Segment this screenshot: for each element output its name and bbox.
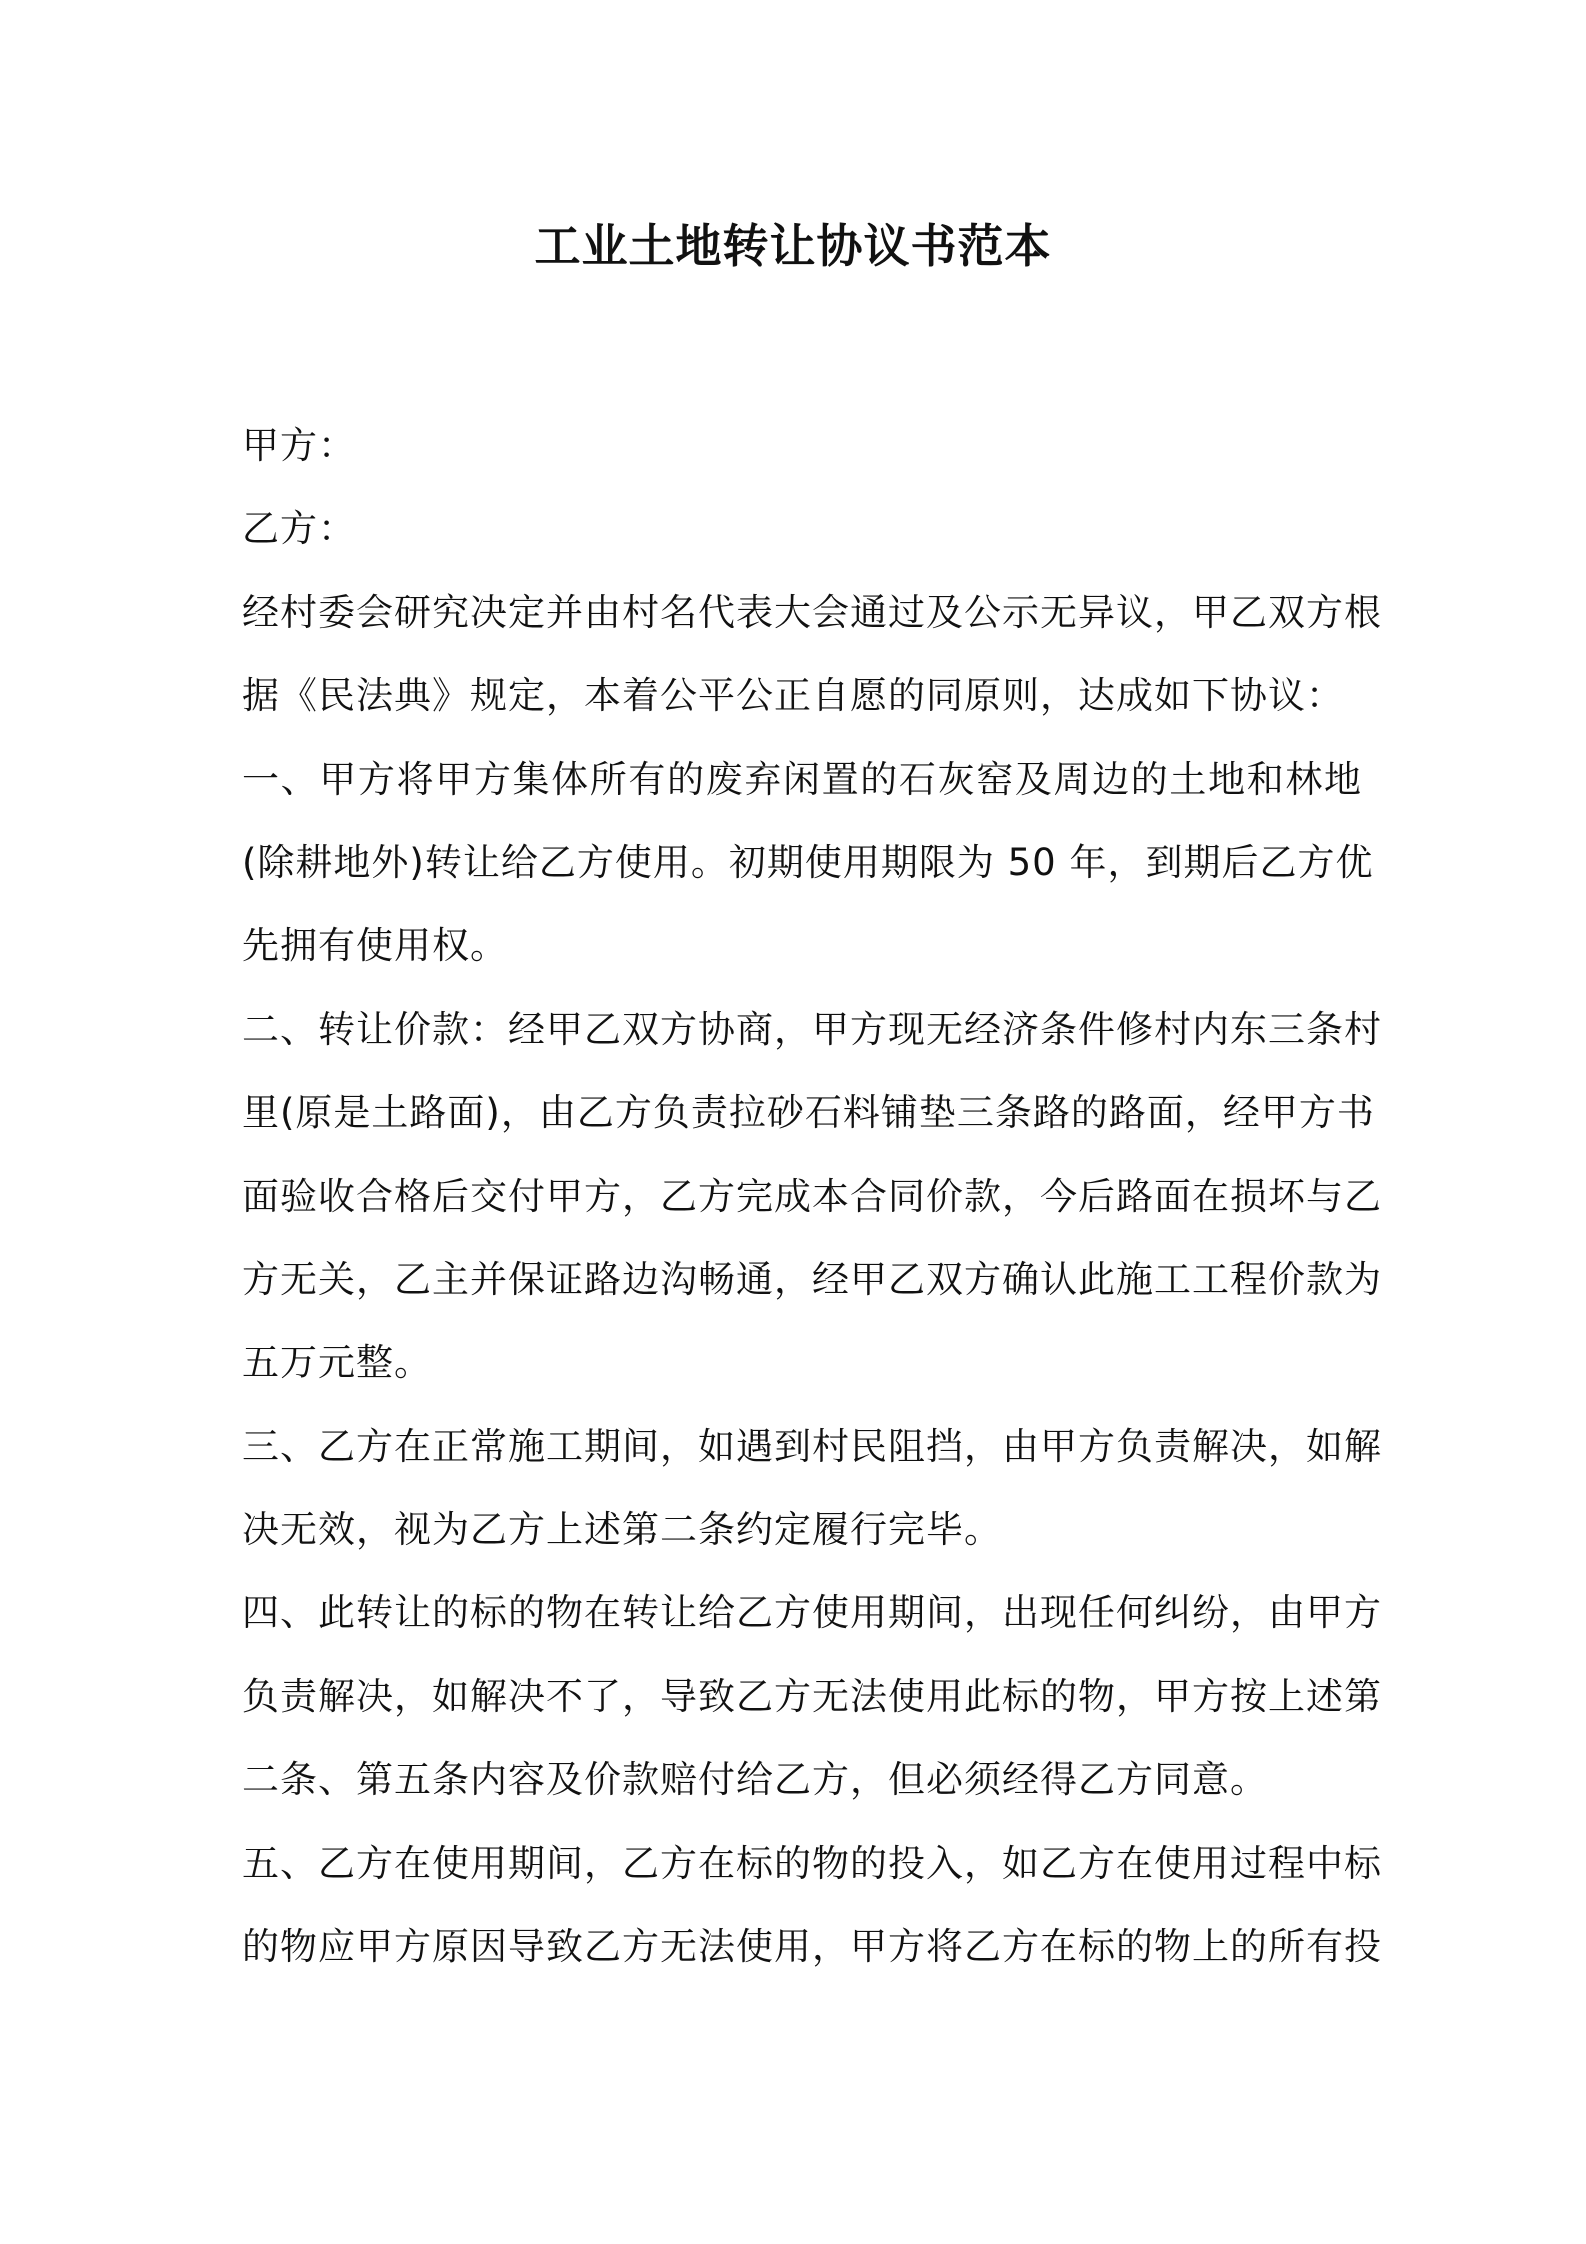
clause-1-line: 先拥有使用权。 <box>242 924 508 968</box>
clause-2-line: 二、转让价款：经甲乙双方协商，甲方现无经济条件修村内东三条村 <box>242 1007 1382 1051</box>
clause-4-line: 四、此转让的标的物在转让给乙方使用期间，出现任何纠纷，由甲方 <box>242 1591 1382 1635</box>
clause-1-line: 一、甲方将甲方集体所有的废弃闲置的石灰窑及周边的土地和林地 <box>242 757 1362 801</box>
clause-3-line: 决无效，视为乙方上述第二条约定履行完毕。 <box>242 1508 1002 1552</box>
clause-2-line: 五万元整。 <box>242 1341 432 1385</box>
clause-4-line: 二条、第五条内容及价款赔付给乙方，但必须经得乙方同意。 <box>242 1758 1268 1802</box>
clause-4-line: 负责解决，如解决不了，导致乙方无法使用此标的物，甲方按上述第 <box>242 1674 1382 1718</box>
clause-5-line: 五、乙方在使用期间，乙方在标的物的投入，如乙方在使用过程中标 <box>242 1841 1382 1885</box>
party-a-line: 甲方： <box>242 424 356 467</box>
preamble-line: 经村委会研究决定并由村名代表大会通过及公示无异议，甲乙双方根 <box>242 590 1382 634</box>
document-title: 工业土地转让协议书范本 <box>534 219 1052 273</box>
clause-3-line: 三、乙方在正常施工期间，如遇到村民阻挡，由甲方负责解决，如解 <box>242 1424 1382 1468</box>
clause-2-line: 里(原是土路面)，由乙方负责拉砂石料铺垫三条路的路面，经甲方书 <box>242 1091 1375 1135</box>
clause-1-line: (除耕地外)转让给乙方使用。初期使用期限为 50 年，到期后乙方优 <box>242 840 1374 884</box>
clause-2-line: 面验收合格后交付甲方，乙方完成本合同价款，今后路面在损坏与乙 <box>242 1174 1382 1218</box>
clause-5-line: 的物应甲方原因导致乙方无法使用，甲方将乙方在标的物上的所有投 <box>242 1925 1382 1969</box>
clause-2-line: 方无关，乙主并保证路边沟畅通，经甲乙双方确认此施工工程价款为 <box>242 1257 1382 1301</box>
preamble-line: 据《民法典》规定，本着公平公正自愿的同原则，达成如下协议： <box>242 674 1344 718</box>
party-b-line: 乙方： <box>242 507 356 551</box>
document-body <box>242 404 1382 1988</box>
